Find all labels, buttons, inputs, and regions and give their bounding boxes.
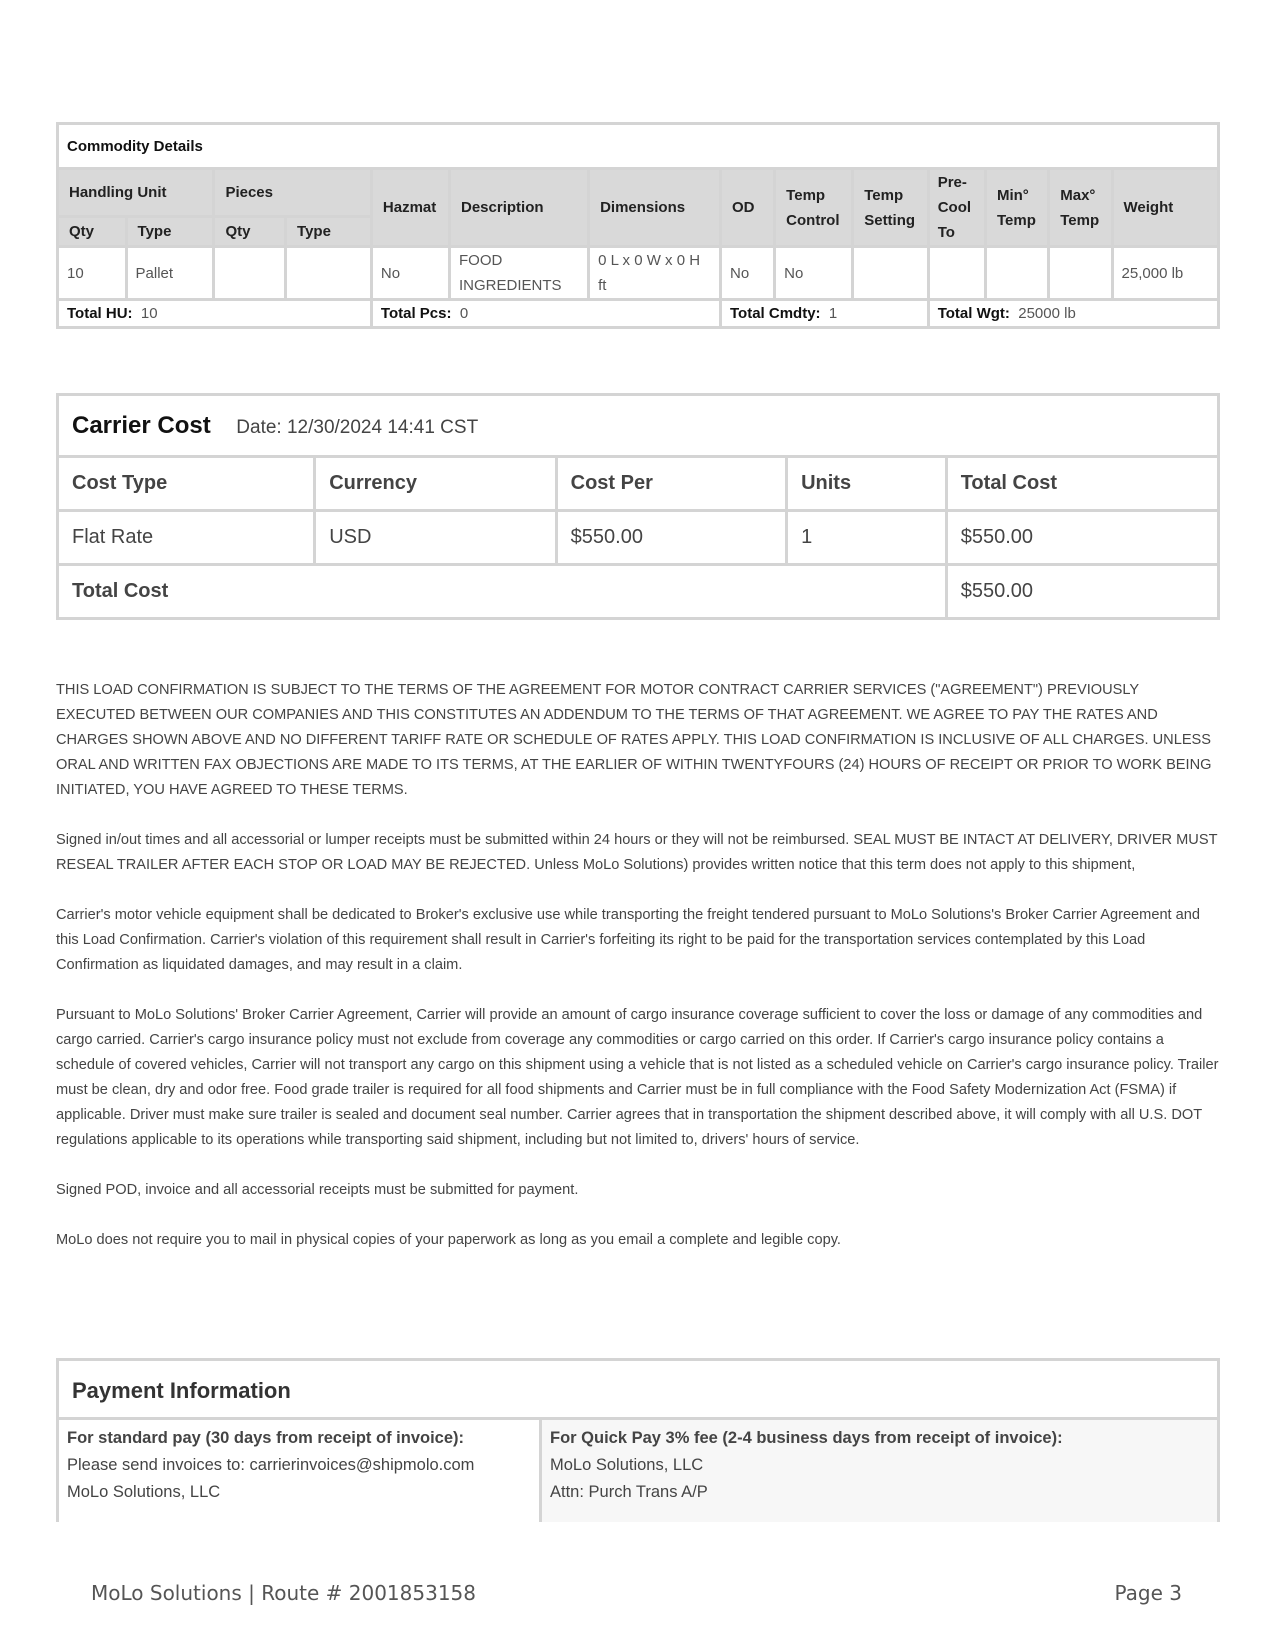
cell-max-temp xyxy=(1049,247,1112,300)
standard-pay-column xyxy=(59,1420,542,1522)
table-row xyxy=(58,511,1219,565)
col-weight: Weight xyxy=(1112,169,1218,247)
commodity-title: Commodity Details xyxy=(58,124,1219,169)
cell-currency: USD xyxy=(315,511,556,565)
terms-paragraph: THIS LOAD CONFIRMATION IS SUBJECT TO THE TERMS OF THE AGREEMENT FOR MOTOR CONTRACT CARRIER SERVICES ("AGREEMENT") PREVIOUSLY EXECUTED BETWEEN OUR COMPANIES AND THIS CONSTITUTES AN ADDENDUM TO THE TERMS OF THAT AGREEMENT. WE AGREE TO PAY THE RATES AND CHARGES SHOWN ABOVE AND NO DIFFERENT TARIFF RATE OR SCHEDULE OF RATES APPLY. THIS LOAD CONFIRMATION IS INCLUSIVE OF ALL CHARGES. UNLESS ORAL AND WRITTEN FAX OBJECTIONS ARE MADE TO ITS TERMS, AT THE EARLIER OF WITHIN TWENTYFOURS (24) HOURS OF RECEIPT OR PRIOR TO WORK BEING INITIATED, YOU HAVE AGREED TO THESE TERMS. xyxy=(56,682,1212,798)
quick-pay-heading: For Quick Pay 3% fee (2-4 business days from receipt of invoice): xyxy=(550,1429,1063,1447)
standard-pay-line: Please send invoices to: carrierinvoices@shipmolo.com xyxy=(67,1456,475,1474)
cell-hu-qty: 10 xyxy=(58,247,127,300)
footer-page-number: Page 3 xyxy=(1114,1581,1182,1605)
col-total-cost: Total Cost xyxy=(946,457,1218,511)
totals-row xyxy=(58,300,1219,328)
col-description: Description xyxy=(450,169,589,247)
col-temp-control: Temp Control xyxy=(775,169,853,247)
table-row xyxy=(58,247,1219,300)
col-temp-setting: Temp Setting xyxy=(853,169,928,247)
cell-pcs-type xyxy=(286,247,372,300)
cell-pcs-qty xyxy=(214,247,286,300)
total-cmdty: Total Cmdty: 1 xyxy=(720,300,928,328)
total-wgt: Total Wgt: 25000 lb xyxy=(928,300,1218,328)
terms-section xyxy=(56,678,1221,1278)
col-hu-qty: Qty xyxy=(58,216,127,246)
col-handling-unit: Handling Unit xyxy=(58,169,214,217)
standard-pay-line: MoLo Solutions, LLC xyxy=(67,1483,221,1501)
col-cost-type: Cost Type xyxy=(58,457,315,511)
terms-paragraph: Carrier's motor vehicle equipment shall be dedicated to Broker's exclusive use while transporting the freight tendered pursuant to MoLo Solutions's Broker Carrier Agreement and this Load Confirmation. Carrier's violation of this requirement shall result in Carrier's forfeiting its right to be paid for the transportation services contemplated by this Load Confirmation as liquidated damages, and may result in a claim. xyxy=(56,907,1201,973)
cell-temp-control: No xyxy=(775,247,853,300)
standard-pay-heading: For standard pay (30 days from receipt of invoice): xyxy=(67,1429,465,1447)
cell-hu-type: Pallet xyxy=(126,247,214,300)
cell-weight: 25,000 lb xyxy=(1112,247,1218,300)
terms-paragraph: Signed POD, invoice and all accessorial receipts must be submitted for payment. xyxy=(56,1182,579,1198)
col-od: OD xyxy=(720,169,774,247)
carrier-cost-date: Date: 12/30/2024 14:41 CST xyxy=(236,416,479,438)
terms-paragraph: Pursuant to MoLo Solutions' Broker Carrier Agreement, Carrier will provide an amount of cargo insurance coverage sufficient to cover the loss or damage of any commodities and cargo carried. Carrier's cargo insurance policy must not exclude from coverage any commodities or cargo carried on this order. If Carrier's cargo insurance policy contains a schedule of covered vehicles, Carrier will not transport any cargo on this shipment using a vehicle that is not listed as a scheduled vehicle on Carrier's cargo insurance policy. Trailer must be clean, dry and odor free. Food grade trailer is required for all food shipments and Carrier must be in full compliance with the Food Safety Modernization Act (FSMA) if applicable. Driver must make sure trailer is sealed and document seal number. Carrier agrees that in transportation the shipment described above, it will comply with all U.S. DOT regulations applicable to its operations while transporting said shipment, including but not limited to, drivers' hours of service. xyxy=(56,1007,1219,1148)
footer-route: MoLo Solutions | Route # 2001853158 xyxy=(91,1581,476,1605)
col-min-temp: Min° Temp xyxy=(985,169,1048,247)
cell-pre-cool-to xyxy=(928,247,985,300)
cell-cost-type: Flat Rate xyxy=(58,511,315,565)
col-units: Units xyxy=(787,457,947,511)
cell-od: No xyxy=(720,247,774,300)
cell-dimensions: 0 L x 0 W x 0 H ft xyxy=(589,247,721,300)
carrier-cost-header xyxy=(58,395,1219,457)
cell-total-cost: $550.00 xyxy=(946,511,1218,565)
total-pcs: Total Pcs: 0 xyxy=(371,300,720,328)
col-pcs-type: Type xyxy=(286,216,372,246)
total-cost-label: Total Cost xyxy=(58,565,947,619)
col-hazmat: Hazmat xyxy=(371,169,449,247)
total-cost-value: $550.00 xyxy=(946,565,1218,619)
col-pcs-qty: Qty xyxy=(214,216,286,246)
cell-description: FOOD INGREDIENTS xyxy=(450,247,589,300)
cell-min-temp xyxy=(985,247,1048,300)
payment-information xyxy=(56,1358,1220,1522)
total-cost-row xyxy=(58,565,1219,619)
col-max-temp: Max° Temp xyxy=(1049,169,1112,247)
quick-pay-line: Attn: Purch Trans A/P xyxy=(550,1483,708,1501)
total-hu: Total HU: 10 xyxy=(58,300,372,328)
quick-pay-line: MoLo Solutions, LLC xyxy=(550,1456,704,1474)
carrier-cost-title: Carrier Cost xyxy=(72,411,211,439)
terms-paragraph: Signed in/out times and all accessorial or lumper receipts must be submitted within 24 hours or they will not be reimbursed. SEAL MUST BE INTACT AT DELIVERY, DRIVER MUST RESEAL TRAILER AFTER EACH STOP OR LOAD MAY BE REJECTED. Unless MoLo Solutions) provides written notice that this term does not apply to this shipment, xyxy=(56,832,1218,873)
cell-temp-setting xyxy=(853,247,928,300)
terms-paragraph: MoLo does not require you to mail in physical copies of your paperwork as long as you email a complete and legible copy. xyxy=(56,1232,841,1248)
cell-units: 1 xyxy=(787,511,947,565)
payment-title: Payment Information xyxy=(59,1361,1217,1420)
cell-hazmat: No xyxy=(371,247,449,300)
col-dimensions: Dimensions xyxy=(589,169,721,247)
col-currency: Currency xyxy=(315,457,556,511)
cell-cost-per: $550.00 xyxy=(556,511,786,565)
col-pre-cool-to: Pre-Cool To xyxy=(928,169,985,247)
col-hu-type: Type xyxy=(126,216,214,246)
col-cost-per: Cost Per xyxy=(556,457,786,511)
col-pieces: Pieces xyxy=(214,169,371,217)
commodity-details-table xyxy=(56,122,1220,329)
carrier-cost-table xyxy=(56,393,1220,620)
quick-pay-column xyxy=(542,1420,1217,1522)
